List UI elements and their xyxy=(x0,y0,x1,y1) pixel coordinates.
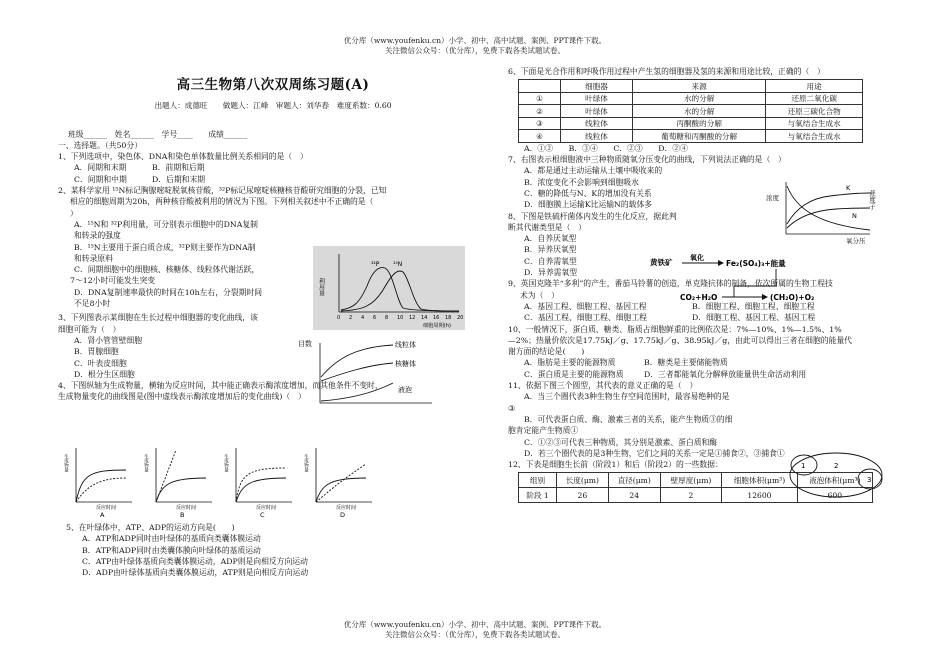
q3-series-2: 核糖体 xyxy=(395,360,416,368)
table-cell: 与氧结合生成水 xyxy=(766,117,863,130)
q10-option-a: A．脂肪是主要的能源物质 xyxy=(524,358,616,368)
footer-line-1: 优分库（www.youfenku.cn）小学、初中、高中试题、案例、PPT课件下载。 xyxy=(343,620,607,629)
table-cell: 线粒体 xyxy=(561,130,633,143)
q4-dashed-curve xyxy=(316,464,366,502)
question-4-line-1: 4、下图纵轴为生成物量，横轴为反应时间，其中能正确表示酶浓度增加，而其他条件不变时， xyxy=(58,381,383,391)
question-10-line-2: —2%；热量价依次是17.75kJ／g、17.75kJ／g、38.95kJ／g，由此可以得出三者在细胞的能量代 xyxy=(508,335,852,345)
q11-option-d: D．若三个圈代表的是3种生物，它们之间的关系一定是①捕食②，③捕食① xyxy=(524,448,785,458)
q11-label-2: 2 xyxy=(834,462,839,470)
question-1-options-row1 xyxy=(58,162,488,173)
q8-reactant: 黄铁矿 xyxy=(650,258,673,267)
q7-n-line xyxy=(787,208,870,228)
q3-series-3: 液泡 xyxy=(398,386,412,394)
q2-option-b2: 和转录原料 xyxy=(74,253,113,263)
q7-y-left-label: 浓度 xyxy=(766,194,779,202)
q7-option-d: D．细胞膜上运输K比运输N的载体多 xyxy=(524,200,653,210)
question-5-stem: 5、在叶绿体中，ATP、ADP的运动方向是( ) xyxy=(66,523,235,532)
table-cell: 2 xyxy=(660,488,722,503)
q7-concentration-chart xyxy=(766,178,894,244)
table-cell: 线粒体 xyxy=(561,117,633,130)
q2-tick-label: 10 xyxy=(397,315,404,321)
q2-tick-label: 6 xyxy=(373,315,377,321)
q12-header-4: 细胞体积(μm³) xyxy=(722,473,797,488)
question-10-line-3: 谢方面的结论是( ) xyxy=(508,347,585,357)
q2-y-label: 利用量 xyxy=(317,278,325,296)
question-12-stem: 12、下表是细胞生长前（阶段1）和后（阶段2）的一些数据： xyxy=(508,460,723,470)
question-8-line-2: 断其代谢类型是（ ） xyxy=(508,222,586,232)
table-cell: 26 xyxy=(556,488,608,503)
q8-oxidation-label: 氧化 xyxy=(690,254,704,262)
question-2-line-1: 2、某科学家用 ¹⁵N标记胸腺嘧啶脱氧核苷酸，³²P标记尿嘧啶核糖核苷酸研究细胞的分裂，已知 xyxy=(58,186,387,196)
q1-option-d: D．后期和末期 xyxy=(152,174,206,184)
q4-panels xyxy=(64,448,373,519)
exam-title: 高三生物第八次双周练习题(A) xyxy=(176,77,370,93)
table-row xyxy=(519,105,863,118)
q2-option-b1: B．¹⁵N主要用于蛋白质合成，³²P则主要作为DNA制 xyxy=(74,242,256,252)
q4-solid-curve xyxy=(76,470,126,502)
q11-option-b1: B．可代表蛋白质、酶、激素三者的关系，能产生物质③的细 xyxy=(524,414,733,424)
q8-option-c: C．自养需氧型 xyxy=(524,256,577,266)
q5-option-a: A．ATP和ADP同时由叶绿体的基质向类囊体膜运动 xyxy=(82,534,261,544)
q9-option-c: C．基因工程、细胞工程、细胞工程 xyxy=(524,313,647,323)
q7-n-label: N xyxy=(852,212,857,220)
q10-option-d: D．三者都能氧化分解释放能量供生命活动利用 xyxy=(644,369,807,379)
q7-x-label: 氧分压 xyxy=(846,237,866,245)
q2-tick-label: 16 xyxy=(433,315,440,321)
question-2-line-3: ） xyxy=(70,208,78,218)
q5-option-b: B．ATP和ADP同时由类囊体膜向叶绿体的基质运动 xyxy=(82,545,261,555)
q11-option-a1: A．当三个圈代表3种生物生存空间范围时，最容易绝种的是 xyxy=(524,392,730,402)
q12-header-2: 直径(μm) xyxy=(608,473,660,488)
question-5-block xyxy=(66,522,486,578)
q9-option-a: A．基因工程、细胞工程、基因工程 xyxy=(524,301,647,311)
q3-vacuole-line xyxy=(321,383,393,401)
header-line-2: 关注微信公众号：（优分库），免费下载各类试题试卷。 xyxy=(385,46,565,56)
q2-x-label: 细胞周期(h) xyxy=(423,323,452,329)
q5-option-c: C．ATP由叶绿体基质向类囊体膜运动，ADP则是向相反方向运动 xyxy=(82,556,308,566)
q4-dashed-curve xyxy=(236,468,286,502)
q11-circles-diagram xyxy=(786,449,890,499)
q4-x-label: 反应时间 xyxy=(176,505,197,511)
q4-y-label: 生成物量 xyxy=(63,454,69,472)
q4-panel-label: B xyxy=(180,511,185,519)
q6-table-header xyxy=(519,80,863,93)
q4-solid-curve xyxy=(236,478,286,502)
table-cell: 还原三碳化合物 xyxy=(766,105,863,118)
q2-option-d1: D．DNA复制速率最快的时间在10h左右，分裂期时间 xyxy=(74,287,263,297)
question-1-options-row2 xyxy=(58,174,488,185)
q2-tick-label: 8 xyxy=(385,315,389,321)
q11-label-1: 1 xyxy=(801,462,806,470)
section-heading: 一、选择题。（共50分） xyxy=(58,140,142,150)
q4-panel-label: C xyxy=(260,511,265,519)
q4-panel-label: D xyxy=(340,511,346,519)
page-footer xyxy=(0,620,950,640)
table-row xyxy=(519,92,863,105)
q11-label-3: 3 xyxy=(867,476,872,484)
q10-option-c: C．蛋白质是主要的能源物质 xyxy=(524,369,624,379)
q2-chart-background xyxy=(313,246,465,330)
q2-tick-label: 18 xyxy=(445,315,452,321)
q8-product-2: (CH₂O)+O₂ xyxy=(770,293,815,302)
q8-energy-line xyxy=(734,269,776,286)
table-cell: 24 xyxy=(608,488,660,503)
header-line-1: 优分库（www.youfenku.cn）小学、初中、高中试题、案例、PPT课件下载。 xyxy=(343,36,607,45)
table-cell: 葡萄糖和丙酮酸的分解 xyxy=(633,130,766,143)
table-cell: ③ xyxy=(519,117,561,130)
table-cell: 与氧结合生成水 xyxy=(766,130,863,143)
q3-option-d: D．根分生区细胞 xyxy=(74,369,135,379)
table-cell: 600 xyxy=(797,488,872,503)
table-cell: ④ xyxy=(519,130,561,143)
question-8-line-1: 8、下图是铁硫杆菌体内发生的生化反应，据此判 xyxy=(508,211,677,221)
table-cell: 水的分解 xyxy=(633,92,766,105)
q5-option-d: D．ADP由叶绿体基质向类囊体膜运动，ATP则是向相反方向运动 xyxy=(82,568,309,578)
q1-option-c: C．间期和中期 xyxy=(74,174,127,184)
q2-series-p-label: ³²P xyxy=(371,261,380,268)
q2-option-a1: A．¹⁵N和 ³²P利用量，可分别表示细胞中的DNA复制 xyxy=(74,219,258,229)
q9-option-b: B．细胞工程、细胞工程、细胞工程 xyxy=(692,301,815,311)
exam-meta: 出题人：成德旺 做题人：江峰 审题人：刘华春 难度系数：0.60 xyxy=(154,100,392,110)
q3-option-c: C．叶表皮细胞 xyxy=(74,358,127,368)
q3-option-b: B．胃腺细胞 xyxy=(74,347,119,357)
question-1-stem: 1、下列选项中，染色体、DNA和染色单体数量比例关系相同的是（ ） xyxy=(58,152,308,162)
q6-header-2: 来源 xyxy=(633,80,766,93)
q2-option-c2: 7～12小时可能发生突变 xyxy=(70,276,156,286)
table-row xyxy=(519,130,863,143)
q4-x-label: 反应时间 xyxy=(96,505,117,511)
q12-header-1: 长度(μm) xyxy=(556,473,608,488)
q6-header-1: 细胞器 xyxy=(561,80,633,93)
q8-arrow-2-head xyxy=(762,294,768,300)
question-11-stem: 11、依据下图三个圆型，其代表的意义正确的是（ ） xyxy=(508,381,698,391)
question-3-line-2: 细胞可能为（ ） xyxy=(58,324,121,334)
table-cell: ① xyxy=(519,92,561,105)
q2-option-c1: C．间期细胞中的细胞核、核糖体、线粒体代谢活跃， xyxy=(74,265,260,275)
table-row xyxy=(519,117,863,130)
q4-graph-C xyxy=(224,448,293,519)
q3-mitochondria-line xyxy=(321,345,393,377)
question-7-stem: 7、右图表示根细胞液中三种物质随氧分压变化的曲线，下列说法正确的是（ ） xyxy=(508,155,786,165)
q2-series-n-label: ¹⁵N xyxy=(393,261,403,268)
q2-tick-label: 20 xyxy=(457,315,464,321)
question-4-line-2: 生成物量变化的曲线图是(图中虚线表示酶浓度增加后的变化曲线)（ ） xyxy=(58,392,306,402)
q9-option-d: D．细胞工程、基因工程、基因工程 xyxy=(692,313,816,323)
table-cell: ② xyxy=(519,105,561,118)
q2-tick-label: 2 xyxy=(349,315,353,321)
q1-option-b: B．前期和后期 xyxy=(152,163,205,173)
q4-graph-D xyxy=(304,448,373,519)
q4-y-label: 生成物量 xyxy=(303,454,309,472)
q12-header-5: 液泡体积(μm³) xyxy=(797,473,872,488)
question-3-line-1: 3、下列图表示某细胞在生长过程中细胞器的变化曲线，该 xyxy=(58,313,258,323)
table-cell: 还原二氧化碳 xyxy=(766,92,863,105)
q6-options: A．①② B．③④ C．②③ D．②④ xyxy=(524,143,688,153)
q11-option-b2: 胞肯定能产生物质① xyxy=(508,426,579,436)
table-cell: 叶绿体 xyxy=(561,92,633,105)
q2-option-a2: 和转录的强度 xyxy=(74,231,121,241)
q3-option-a: A．肾小管管壁细胞 xyxy=(74,335,143,345)
q8-product-1: Fe₂(SO₄)₃+能量 xyxy=(726,259,786,268)
q2-option-d2: 不足8小时 xyxy=(74,299,111,309)
q6-header-0 xyxy=(519,80,561,93)
table-cell: 丙酮酸的分解 xyxy=(633,117,766,130)
q8-reactant-2: CO₂+H₂O xyxy=(680,293,718,302)
q8-option-b: B．异养厌氧型 xyxy=(524,245,577,255)
page-header xyxy=(0,36,950,56)
table-cell: 叶绿体 xyxy=(561,105,633,118)
table-cell: 水的分解 xyxy=(633,105,766,118)
table-cell: 阶段 1 xyxy=(519,488,557,503)
q6-header-3: 用途 xyxy=(766,80,863,93)
q4-panel-label: A xyxy=(100,511,105,519)
q6-table xyxy=(518,79,863,143)
q10-option-b: B．糖类是主要储能物质 xyxy=(644,358,728,368)
q4-graph-A xyxy=(64,448,133,519)
q4-x-label: 反应时间 xyxy=(336,505,357,511)
q2-tick-label: 0 xyxy=(337,315,341,321)
q8-reaction-diagram xyxy=(650,250,820,308)
q2-tick-label: 12 xyxy=(409,315,416,321)
q12-header-0: 组别 xyxy=(519,473,557,488)
q4-y-label: 生成物量 xyxy=(223,454,229,472)
q4-graphs xyxy=(63,444,386,519)
q8-option-d: D．异养需氧型 xyxy=(524,268,578,278)
q8-option-a: A．自养厌氧型 xyxy=(524,234,577,244)
q7-option-a: A．都是通过主动运输从土壤中吸收来的 xyxy=(524,166,663,176)
q1-option-a: A．间期和末期 xyxy=(74,163,127,173)
q3-organelle-chart xyxy=(298,337,438,407)
q4-dashed-curve xyxy=(156,450,176,502)
q7-option-c: C．糖的降低与N、K的增加没有关系 xyxy=(524,188,652,198)
question-9-line-2: 术为（ ） xyxy=(520,290,559,300)
q3-y-label: 目数 xyxy=(298,340,312,348)
question-10-line-1: 10、一般情况下，蛋白质、糖类、脂质占细胞鲜重的比例依次是：7%—10%、1%—1.5%、1% xyxy=(508,324,842,334)
table-cell: 12600 xyxy=(722,488,797,503)
q4-y-label: 生成物量 xyxy=(143,454,149,472)
q2-tick-label: 4 xyxy=(361,315,365,321)
q11-option-c: C．①②③可代表三种物质，其分别是激素、蛋白质和酶 xyxy=(524,437,718,447)
q7-k-label: K xyxy=(846,184,851,192)
q3-series-1: 线粒体 xyxy=(395,341,416,349)
q11-option-a2: ③ xyxy=(508,403,515,413)
q7-option-b: B．浓度变化不会影响到细胞吸水 xyxy=(524,177,639,187)
q10-options-row2 xyxy=(508,369,898,380)
q7-y-right-label: 蔗度子 xyxy=(868,190,876,210)
q2-utilization-chart xyxy=(313,246,465,330)
q9-options-row2 xyxy=(508,312,898,323)
footer-line-2: 关注微信公众号：（优分库），免费下载各类试题试卷。 xyxy=(385,630,565,640)
question-2-line-2: 相应的细胞周期为20h，两种核苷酸被利用的情况为下图。下列相关叙述中不正确的是（ xyxy=(70,197,374,207)
student-info: 班级______ 姓名______ 学号____ 成绩______ xyxy=(68,129,248,139)
question-9-line-1: 9、英国克隆羊“多利”的产生，番茄马铃薯的创造，单克隆抗体的制备，依次所属的生物工程技 xyxy=(508,279,833,289)
q4-graph-B xyxy=(144,448,213,519)
q10-options-row1 xyxy=(508,357,898,368)
q8-arrow-1-head xyxy=(718,260,724,266)
q2-tick-label: 14 xyxy=(421,315,428,321)
q4-x-label: 反应时间 xyxy=(256,505,277,511)
q12-header-3: 壁厚度(μm) xyxy=(660,473,722,488)
question-6-stem: 6、下面是光合作用和呼吸作用过程中产生氢的细胞器及氢的来源和用途比较，正确的（ ） xyxy=(508,67,825,76)
